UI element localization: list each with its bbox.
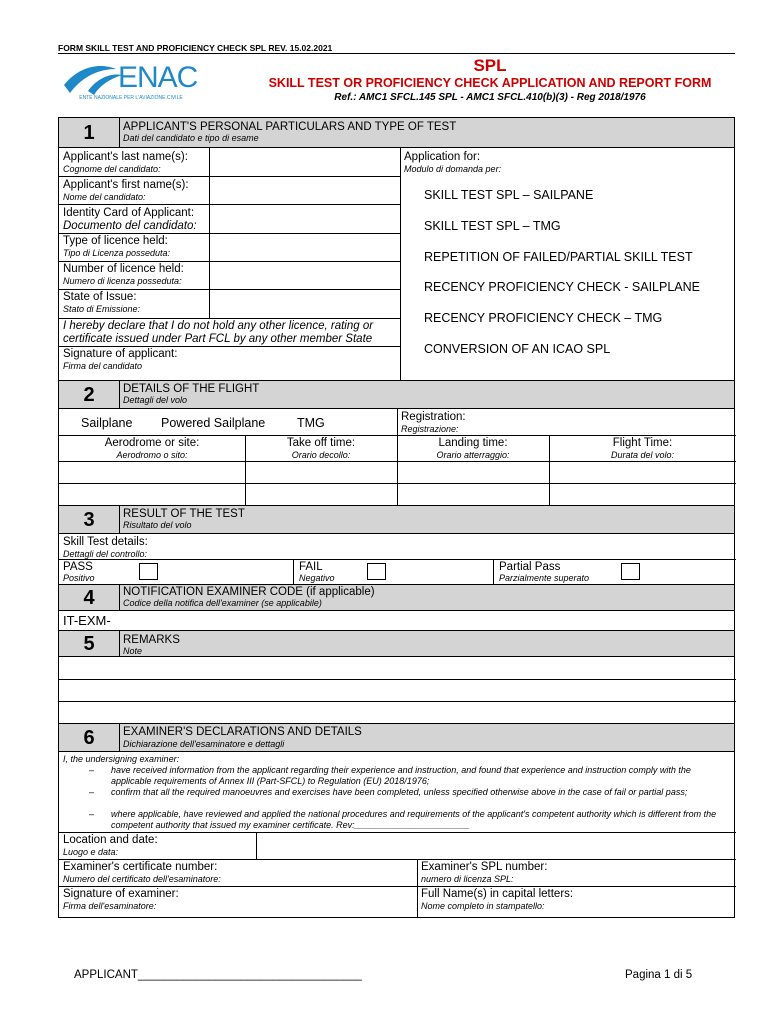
- flight-time-field-1[interactable]: [550, 462, 736, 483]
- licence-number-field[interactable]: [210, 262, 400, 289]
- section-number: 3: [83, 509, 95, 531]
- enac-logo: [58, 57, 204, 105]
- licence-type-field[interactable]: [210, 234, 400, 261]
- page-number: Pagina 1 di 5: [625, 969, 693, 981]
- skill-test-details-sublabel: Dettagli del controllo:: [63, 549, 148, 559]
- examiner-code-prefix: IT-EXM-: [63, 613, 111, 628]
- section-4-header: [59, 585, 734, 611]
- option-recency-sailplane[interactable]: RECENCY PROFICIENCY CHECK - SAILPLANE: [424, 280, 700, 294]
- full-name-field[interactable]: [589, 887, 735, 917]
- landing-field-1[interactable]: [398, 462, 549, 483]
- section-1-header: [59, 118, 734, 148]
- identity-card-label: Identity Card of Applicant:: [63, 207, 195, 219]
- option-skill-test-tmg[interactable]: SKILL TEST SPL – TMG: [424, 219, 561, 233]
- registration-label: Registration:: [401, 411, 466, 423]
- applicant-signature-sublabel: Firma del candidato: [63, 361, 143, 371]
- section-examiner-code: [58, 585, 735, 631]
- flight-time-label: Flight Time:: [612, 437, 673, 449]
- title-spl: SPL: [473, 56, 507, 75]
- declaration-bullet-3: where applicable, have reviewed and applied the national procedures and requirements of the applicant's competent authority which is different from the competent authority that issued my examiner certificate. Rev:_______________________: [111, 809, 717, 830]
- remarks-line-1[interactable]: [59, 658, 736, 679]
- section-subtitle: Note: [123, 646, 143, 656]
- examiner-spl-sublabel: numero di licenza SPL:: [421, 874, 514, 884]
- remarks-line-3[interactable]: [59, 702, 736, 723]
- section-test-result: [58, 506, 735, 585]
- fail-sublabel: Negativo: [299, 573, 335, 583]
- pass-checkbox[interactable]: [139, 563, 158, 580]
- first-name-label: Applicant's first name(s):: [63, 179, 189, 191]
- examiner-spl-field[interactable]: [569, 860, 735, 886]
- aircraft-tmg[interactable]: TMG: [297, 416, 325, 430]
- takeoff-label: Take off time:: [286, 437, 356, 449]
- location-date-field[interactable]: [257, 833, 735, 859]
- location-date-label: Location and date:: [63, 834, 158, 846]
- section-subtitle: Dettagli del volo: [123, 395, 188, 405]
- examiner-signature-label: Signature of examiner:: [63, 888, 179, 900]
- section-number: 1: [83, 122, 95, 144]
- regulation-reference: Ref.: AMC1 SFCL.145 SPL - AMC1 SFCL.410(b)(3) - Reg 2018/1976: [334, 92, 646, 103]
- section-5-header: [59, 631, 734, 657]
- option-repetition[interactable]: REPETITION OF FAILED/PARTIAL SKILL TEST: [424, 250, 693, 264]
- licence-number-label: Number of licence held:: [63, 263, 184, 275]
- examiner-cert-field[interactable]: [249, 860, 417, 886]
- applicant-signature-field[interactable]: [179, 347, 399, 381]
- option-skill-test-sailplane[interactable]: SKILL TEST SPL – SAILPANE: [424, 188, 594, 202]
- partial-pass-checkbox[interactable]: [621, 563, 640, 580]
- last-name-field[interactable]: [210, 149, 400, 176]
- section-remarks: [58, 631, 735, 724]
- takeoff-field-1[interactable]: [246, 462, 397, 483]
- landing-field-2[interactable]: [398, 484, 549, 505]
- state-of-issue-field[interactable]: [210, 290, 400, 318]
- form-reference: FORM SKILL TEST AND PROFICIENCY CHECK SPL REV. 15.02.2021: [58, 43, 333, 53]
- fail-checkbox[interactable]: [367, 563, 386, 580]
- section-number: 4: [83, 587, 95, 609]
- full-name-label: Full Name(s) in capital letters:: [421, 888, 574, 900]
- section-applicant: [58, 117, 735, 381]
- section-title: APPLICANT'S PERSONAL PARTICULARS AND TYPE OF TEST: [123, 121, 457, 133]
- takeoff-field-2[interactable]: [246, 484, 397, 505]
- first-name-sublabel: Nome del candidato:: [63, 192, 146, 202]
- takeoff-sublabel: Orario decollo:: [291, 450, 351, 460]
- registration-field[interactable]: [499, 410, 735, 435]
- option-conversion-icao[interactable]: CONVERSION OF AN ICAO SPL: [424, 342, 611, 356]
- section-title: NOTIFICATION EXAMINER CODE (if applicable): [123, 586, 375, 598]
- skill-test-details-label: Skill Test details:: [63, 536, 148, 548]
- section-title: DETAILS OF THE FLIGHT: [123, 383, 260, 395]
- first-name-field[interactable]: [210, 177, 400, 204]
- declaration-text: I hereby declare that I do not hold any other licence, rating or certificate issued under Part FCL by any other member State: [63, 320, 374, 345]
- last-name-label: Applicant's last name(s):: [63, 151, 188, 163]
- header-rule: [58, 53, 735, 54]
- landing-sublabel: Orario atterraggio:: [436, 450, 510, 460]
- location-date-sublabel: Luogo e data:: [63, 847, 119, 857]
- declaration-intro: I, the undersigning examiner:: [63, 754, 180, 764]
- flight-time-sublabel: Durata del volo:: [610, 450, 675, 460]
- remarks-line-2[interactable]: [59, 680, 736, 701]
- examiner-spl-label: Examiner's SPL number:: [421, 861, 548, 873]
- fail-label: FAIL: [299, 561, 323, 573]
- option-recency-tmg[interactable]: RECENCY PROFICIENCY CHECK – TMG: [424, 311, 663, 325]
- aerodrome-sublabel: Aerodromo o sito:: [116, 450, 188, 460]
- pass-sublabel: Positivo: [63, 573, 95, 583]
- aircraft-powered-sailplane[interactable]: Powered Sailplane: [161, 416, 266, 430]
- last-name-sublabel: Cognome del candidato:: [63, 164, 161, 174]
- logo-subtext: ENTE NAZIONALE PER L'AVIAZIONE CIVILE: [79, 95, 183, 101]
- examiner-cert-label: Examiner's certificate number:: [63, 861, 218, 873]
- section-2-header: [59, 381, 734, 409]
- section-number: 5: [83, 633, 95, 655]
- identity-card-field[interactable]: [210, 205, 400, 233]
- examiner-cert-sublabel: Numero del certificato dell'esaminatore:: [63, 874, 221, 884]
- section-flight-details: [58, 381, 735, 506]
- partial-pass-sublabel: Parzialmente superato: [499, 573, 590, 583]
- partial-pass-label: Partial Pass: [499, 561, 561, 573]
- licence-number-sublabel: Numero di licenza posseduta:: [63, 276, 182, 286]
- application-for-label: Application for:: [404, 151, 481, 163]
- applicant-footer: APPLICANT___________________________________: [74, 969, 362, 981]
- identity-card-sublabel: Documento del candidato:: [63, 220, 197, 232]
- form-title: SKILL TEST OR PROFICIENCY CHECK APPLICATION AND REPORT FORM: [268, 76, 712, 90]
- pass-label: PASS: [63, 561, 93, 573]
- registration-sublabel: Registrazione:: [401, 424, 459, 434]
- section-number: 2: [83, 384, 95, 406]
- logo-text: ENAC: [118, 61, 198, 94]
- section-6-header: [59, 724, 734, 752]
- section-title: EXAMINER'S DECLARATIONS AND DETAILS: [123, 726, 362, 738]
- examiner-signature-field[interactable]: [209, 887, 417, 917]
- landing-label: Landing time:: [438, 437, 508, 449]
- application-for-sublabel: Modulo di domanda per:: [404, 164, 502, 174]
- declaration-bullet-1: have received information from the applicant regarding their experience and instruction, and found that experience and instruction comply with the applicable requirements of Annex III (Part-SFCL) to Regulation (EU) 2018/1976;: [111, 765, 691, 786]
- aerodrome-label: Aerodrome or site:: [104, 437, 200, 449]
- section-title: REMARKS: [123, 634, 180, 646]
- section-title: RESULT OF THE TEST: [123, 508, 245, 520]
- aerodrome-field-2[interactable]: [59, 484, 245, 505]
- state-of-issue-label: State of Issue:: [63, 291, 137, 303]
- examiner-code-field[interactable]: [119, 612, 735, 630]
- licence-type-sublabel: Tipo di Licenza posseduta:: [63, 248, 170, 258]
- flight-time-field-2[interactable]: [550, 484, 736, 505]
- aerodrome-field-1[interactable]: [59, 462, 245, 483]
- section-subtitle: Dati del candidato e tipo di esame: [123, 133, 259, 143]
- examiner-signature-sublabel: Firma dell'esaminatore:: [63, 901, 157, 911]
- licence-type-label: Type of licence held:: [63, 235, 168, 247]
- applicant-signature-label: Signature of applicant:: [63, 348, 178, 360]
- section-3-header: [59, 506, 734, 534]
- full-name-sublabel: Nome completo in stampatello:: [421, 901, 545, 911]
- section-subtitle: Dichiarazione dell'esaminatore e dettagli: [123, 739, 285, 749]
- state-of-issue-sublabel: Stato di Emissione:: [63, 304, 141, 314]
- declaration-bullet-2: confirm that all the required manoeuvres and exercises have been completed, unless specified otherwise above in the case of fail or partial pass;: [111, 787, 688, 797]
- section-subtitle: Risultato del volo: [123, 520, 192, 530]
- section-subtitle: Codice della notifica dell'examiner (se applicabile): [123, 598, 322, 608]
- aircraft-sailplane[interactable]: Sailplane: [81, 416, 133, 430]
- section-examiner-declaration: 6 EXAMINER'S DECLARATIONS AND DETAILS Dichiarazione dell'esaminatore e dettagli I, the undersigning examiner: – have received information from the applicant regarding their experience and instruction, and found that experience and instruction comply with the applicable requirements of Annex III (Part-SFCL) to Regulation (EU) 2018/1976; – confirm that all the required manoeuvres and exercises have been completed, unless specified otherwise above in the case of fail or partial pass; – where applicable, have reviewed and applied the national procedures and requirements of the applicant's competent authority which is different from the competent authority that issued my examiner certificate. Rev:_______________________ Location and date: Luogo e data: Examiner's certificate number: Numero del certificato dell'esaminatore: Examiner's SPL number: numero di licenza SPL: Signature of examiner: Firma dell'esaminatore: Full Name(s) in capital letters: Nome completo in stampatello:: [58, 724, 735, 918]
- section-number: 6: [83, 727, 95, 749]
